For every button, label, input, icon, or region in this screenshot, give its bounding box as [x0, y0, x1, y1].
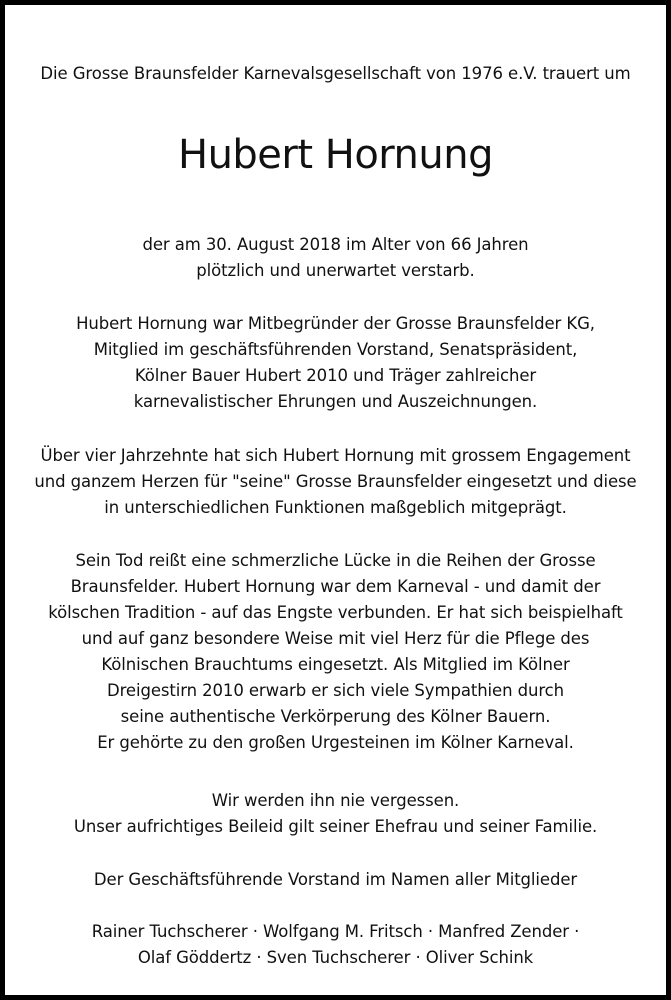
tribute-line: seine authentische Verkörperung des Kölner Bauern.: [120, 707, 551, 726]
tribute-line: Dreigestirn 2010 erwarb er sich viele Sympathien durch: [107, 681, 564, 700]
tribute-line: kölschen Tradition - auf das Engste verbunden. Er hat sich beispielhaft: [48, 603, 623, 622]
bio-line: Kölner Bauer Hubert 2010 und Träger zahlreicher: [134, 366, 537, 385]
intro-line: Die Grosse Braunsfelder Karnevalsgesellschaft von 1976 e.V. trauert um: [40, 64, 631, 83]
engagement-line: in unterschiedlichen Funktionen maßgeblich mitgeprägt.: [104, 498, 567, 517]
engagement-line: Über vier Jahrzehnte hat sich Hubert Hornung mit grossem Engagement: [40, 446, 631, 465]
condolence-line: Unser aufrichtiges Beileid gilt seiner Ehefrau und seiner Familie.: [73, 817, 598, 836]
date-line: der am 30. August 2018 im Alter von 66 Jahren: [142, 235, 529, 254]
deceased-name: Hubert Hornung: [177, 132, 493, 178]
date-line: plötzlich und unerwartet verstarb.: [196, 261, 475, 280]
bio-line: karnevalistischer Ehrungen und Auszeichnungen.: [133, 392, 538, 411]
tribute-line: Er gehörte zu den großen Urgesteinen im Kölner Karneval.: [97, 733, 574, 752]
board-line: Der Geschäftsführende Vorstand im Namen aller Mitglieder: [93, 870, 578, 889]
signatories-line: Rainer Tuchscherer · Wolfgang M. Fritsch · Manfred Zender ·: [91, 922, 580, 941]
tribute-line: Sein Tod reißt eine schmerzliche Lücke in die Reihen der Grosse: [75, 551, 596, 570]
signatories-line: Olaf Göddertz · Sven Tuchscherer · Oliver Schink: [137, 948, 534, 967]
tribute-line: Kölnischen Brauchtums eingesetzt. Als Mitglied im Kölner: [101, 655, 570, 674]
tribute-line: Braunsfelder. Hubert Hornung war dem Karneval - und damit der: [70, 577, 601, 596]
bio-line: Hubert Hornung war Mitbegründer der Grosse Braunsfelder KG,: [76, 314, 595, 333]
bio-line: Mitglied im geschäftsführenden Vorstand, Senatspräsident,: [93, 340, 578, 359]
engagement-line: und ganzem Herzen für "seine" Grosse Braunsfelder eingesetzt und diese: [34, 472, 637, 491]
tribute-line: und auf ganz besondere Weise mit viel Herz für die Pflege des: [81, 629, 590, 648]
condolence-line: Wir werden ihn nie vergessen.: [211, 791, 460, 810]
